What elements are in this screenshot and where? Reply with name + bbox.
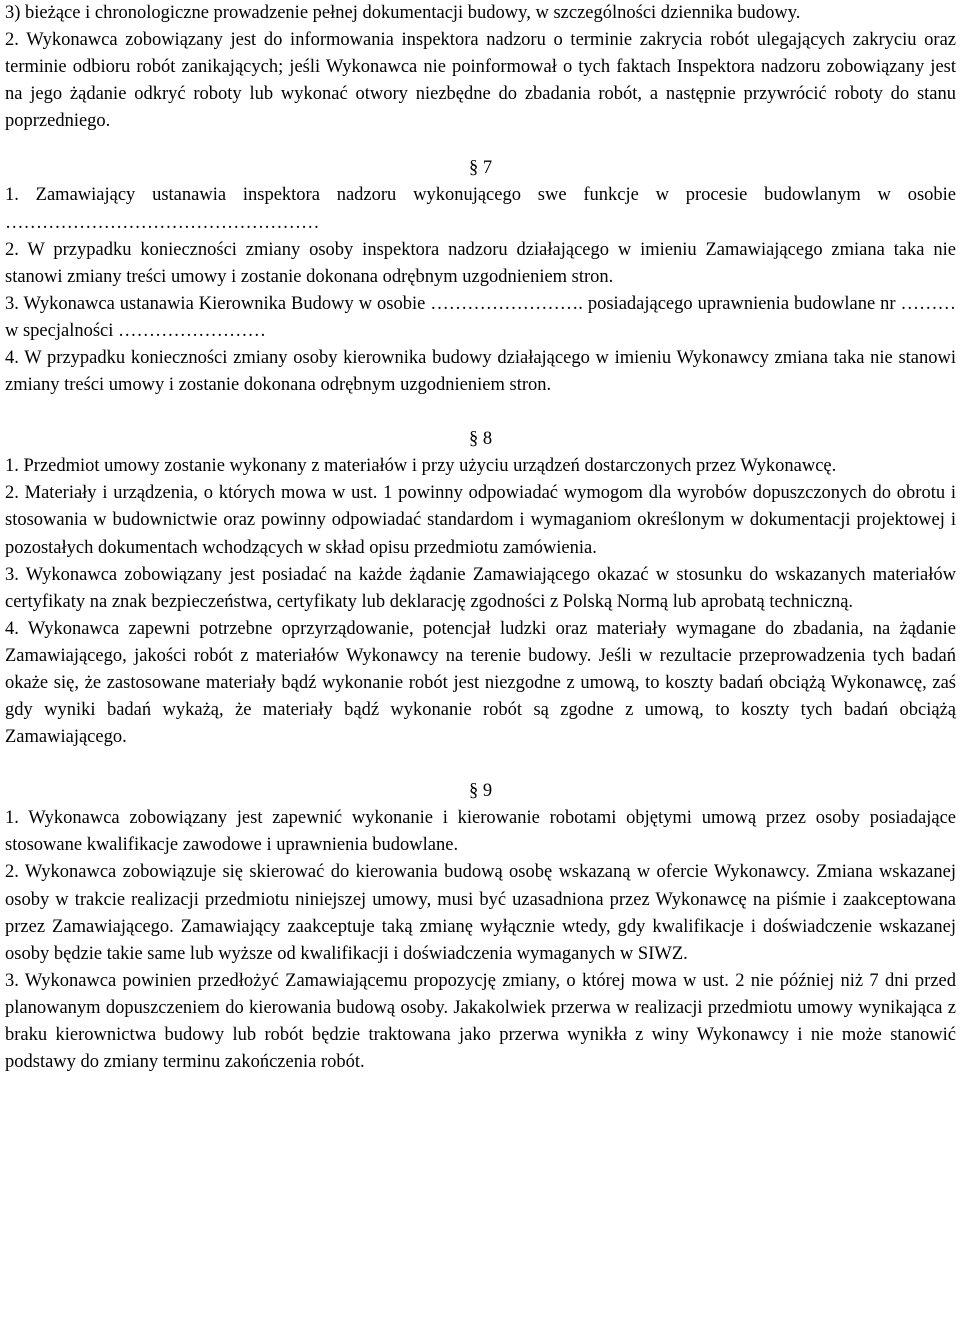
- section-7-paragraph-1: 1. Zamawiający ustanawia inspektora nadzoru wykonującego swe funkcje w procesie budowlanym w osobie ……………………………………………: [5, 185, 956, 233]
- section-heading: § 9: [468, 781, 493, 802]
- section-8-paragraph-1: 1. Przedmiot umowy zostanie wykonany z materiałów i przy użyciu urządzeń dostarczonych przez Wykonawcę.: [5, 456, 837, 477]
- spacer: [5, 399, 956, 426]
- spacer: [5, 135, 956, 155]
- section-7-paragraph-3: 3. Wykonawca ustanawia Kierownika Budowy w osobie ……………………. posiadającego uprawnienia budowlane nr ……… w specjalności ……………………: [5, 293, 956, 341]
- section-7-paragraph-4: 4. W przypadku konieczności zmiany osoby kierownika budowy działającego w imieniu Wykonawcy zmiana taka nie stanowi zmiany treści umowy i zostanie dokonana odrębnym uzgodnieniem stron.: [5, 348, 956, 396]
- intro-paragraph-2: 2. Wykonawca zobowiązany jest do informowania inspektora nadzoru o terminie zakrycia robót ulegających zakryciu oraz terminie odbioru robót zanikających; jeśli Wykonawca nie poinformował o tych faktach Inspektora nadzoru zobowiązany jest na jego żądanie odkryć roboty lub wykonać otwory niezbędne do zbadania robót, a następnie przywrócić roboty do stanu poprzedniego.: [5, 30, 956, 132]
- section-9-paragraph-2: 2. Wykonawca zobowiązuje się skierować do kierowania budową osobę wskazaną w ofercie Wykonawcy. Zmiana wskazanej osoby w trakcie realizacji przedmiotu niniejszej umowy, musi być uzasadniona przez Wykonawcę na piśmie i zaakceptowana przez Zamawiającego. Zamawiający zaakceptuje taką zmianę wyłącznie wtedy, gdy kwalifikacje i doświadczenie wskazanej osoby będzie takie same lub wyższe od kwalifikacji i doświadczenia wymaganych w SIWZ.: [5, 862, 956, 964]
- section-9: [5, 778, 956, 1076]
- intro-block: [5, 0, 956, 135]
- section-heading: § 7: [468, 158, 493, 179]
- section-8-paragraph-2: 2. Materiały i urządzenia, o których mowa w ust. 1 powinny odpowiadać wymogom dla wyrobów dopuszczonych do obrotu i stosowania w budownictwie oraz powinny odpowiadać standardom i wymaganiom określonym w dokumentacji projektowej i pozostałych dokumentach wchodzących w skład opisu przedmiotu zamówienia.: [5, 483, 956, 558]
- section-7-paragraph-2: 2. W przypadku konieczności zmiany osoby inspektora nadzoru działającego w imieniu Zamawiającego zmiana taka nie stanowi zmiany treści umowy i zostanie dokonana odrębnym uzgodnieniem stron.: [5, 239, 956, 287]
- section-7: [5, 155, 956, 399]
- spacer: [5, 751, 956, 778]
- section-9-paragraph-1: 1. Wykonawca zobowiązany jest zapewnić wykonanie i kierowanie robotami objętymi umową przez osoby posiadające stosowane kwalifikacje zawodowe i uprawnienia budowlane.: [5, 808, 956, 856]
- section-9-paragraph-3: 3. Wykonawca powinien przedłożyć Zamawiającemu propozycję zmiany, o której mowa w ust. 2 nie później niż 7 dni przed planowanym dopuszczeniem do kierowania budową osoby. Jakakolwiek przerwa w realizacji przedmiotu umowy wynikająca z braku kierownictwa budowy lub robót będzie traktowana jako przerwa wynikła z winy Wykonawcy i nie może stanowić podstawy do zmiany terminu zakończenia robót.: [5, 970, 956, 1073]
- section-heading: § 8: [468, 429, 493, 450]
- intro-paragraph-1: 3) bieżące i chronologiczne prowadzenie pełnej dokumentacji budowy, w szczególności dziennika budowy.: [5, 3, 801, 23]
- section-8-paragraph-4: 4. Wykonawca zapewni potrzebne oprzyrządowanie, potencjał ludzki oraz materiały wymagane do zbadania, na żądanie Zamawiającego, jakości robót z materiałów Wykonawcy na terenie budowy. Jeśli w rezultacie przeprowadzenia tych badań okaże się, że zastosowane materiały bądź wykonanie robót jest niezgodne z umową, to koszty badań obciążą Wykonawcę, zaś gdy wyniki badań wykażą, że materiały bądź wykonanie robót są zgodne z umową, to koszty tych badań obciążą Zamawiającego.: [5, 618, 956, 748]
- section-8: [5, 426, 956, 751]
- section-8-paragraph-3: 3. Wykonawca zobowiązany jest posiadać na każde żądanie Zamawiającego okazać w stosunku do wskazanych materiałów certyfikaty na znak bezpieczeństwa, certyfikaty lub deklarację zgodności z Polską Normą lub aprobatą techniczną.: [5, 564, 956, 612]
